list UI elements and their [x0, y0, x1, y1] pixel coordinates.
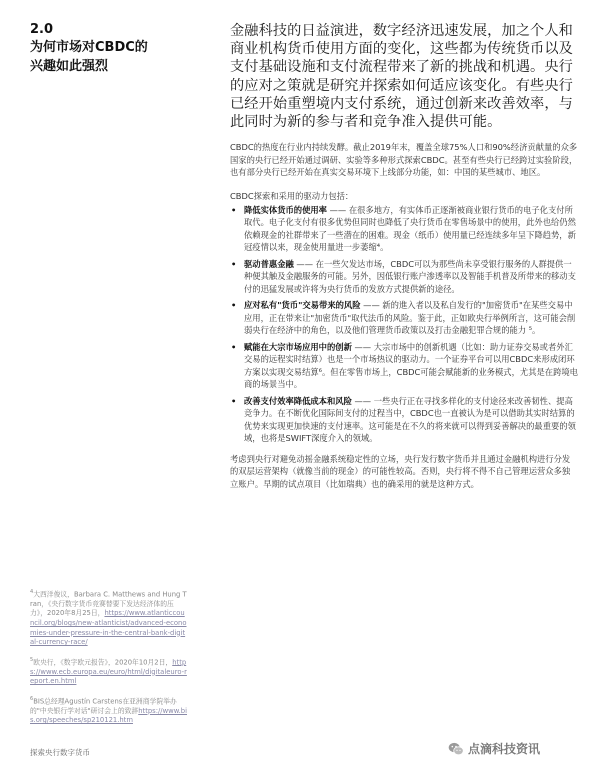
- list-item: [230, 258, 578, 296]
- main-content: [230, 22, 578, 490]
- footnote-text: BIS总经理Agustín Carstens在亚洲商学院举办的"中央银行学对话"研讨会上的致辞: [30, 697, 177, 715]
- page-footer-title: 探索央行数字货币: [30, 748, 90, 757]
- driver-label: 驱动普惠金融: [244, 258, 294, 269]
- footnote-link[interactable]: https://www.ecb.europa.eu/euro/html/digitaleuro-report.en.html: [30, 658, 187, 686]
- watermark: [448, 740, 540, 757]
- list-item: [230, 341, 578, 391]
- footnote: [30, 656, 188, 687]
- footnote-text: 欧央行，《数字欧元报告》，2020年10月2日，: [33, 658, 173, 667]
- footnote-link[interactable]: https://www.bis.org/speeches/sp210121.htm: [30, 706, 187, 725]
- footnote-text: 大西洋俊议，Barbara C. Matthews and Hung Tran，《央行数字货币竞赛替要下发达经济体的压力》，2020年8月25日，: [30, 590, 187, 618]
- driver-label: 应对私有"货币"交易带来的风险: [244, 300, 361, 311]
- watermark-text: 点滴科技资讯: [468, 742, 541, 756]
- footnote: [30, 588, 188, 648]
- driver-text: —— 一些央行正在寻找多样化的支付途径来改善韧性、提高竞争力。在不断优化国际间支付的过程当中，CBDC也一直被认为是可以借助其实时结算的优势来实现更加快速的支付速率。这可能是在不久的将来就可以得到妥善解决的最重要的领域，也将是SWIFT深度介入的领域。: [244, 395, 576, 444]
- bullet-icon: •: [231, 300, 237, 311]
- lead-paragraph: 金融科技的日益演进，数字经济迅速发展，加之个人和商业机构货币使用方面的变化，这些都为传统货币以及支付基础设施和支付流程带来了新的挑战和机遇。央行的应对之策就是研究并探索如何适应该变化。有些央行已经开始重塑境内支付系统，通过创新来改善效率，与此同时为新的参与者和竞争准入提供可能。: [230, 23, 573, 131]
- footnotes: [30, 588, 188, 734]
- driver-text: —— 大宗市场中的创新机遇（比如：助力证券交易或者外汇交易的远程实时结算）也是一个市场热议的驱动力。一个证券平台可以用CBDC来形成闭环方案以实现交易结算⁶。但在零售市场上，CBDC可能会赋能新的业务模式，尤其是在跨境电商的场景当中。: [244, 341, 578, 390]
- driver-text: —— 在很多地方，有实体币正逐渐被商业银行货币的电子化支付所取代。电子化支付有很多优势但同时也降低了央行货币在零售场景中的使用，此外也给仍然依赖现金的社群带来了一些潜在的困难。现金（纸币）使用量已经连续多年呈下降趋势，新冠疫情以来，现金使用量进一步萎缩⁴。: [244, 204, 576, 253]
- section-title-line-1: 为何市场对CBDC的: [30, 40, 148, 55]
- list-item: [230, 204, 578, 254]
- footnote-number: 4: [30, 589, 34, 595]
- list-item: [230, 299, 578, 337]
- footnote-link[interactable]: https://www.atlanticcouncil.org/blogs/new-atlanticist/advanced-economies-under-pressure-in-the-central-bank-digital-currency-race/: [30, 609, 187, 647]
- driver-text: —— 新的進入者以及私自发行的"加密货币"在某些交易中应用，正在带来让"加密货币"取代法币的风险。鉴于此，正如欧央行举例所言，这可能会削弱央行在经济中的角色，以及他们管理货币政策以及打击金融犯罪合规的能力 ⁵。: [244, 300, 576, 336]
- closing-paragraph: 考虑到央行对避免动摇金融系统稳定性的立场，央行发行数字货币并且通过金融机构进行分发的双层运营架构（就像当前的现金）的可能性较高。否则，央行将不得不自己管理运营众多独立账户。早期的试点项目（比如瑞典）也的确采用的就是这种方式。: [230, 453, 571, 489]
- footnote-number: 5: [30, 656, 34, 663]
- bullet-icon: •: [231, 395, 237, 406]
- footnote-number: 6: [30, 695, 34, 702]
- bullet-icon: •: [231, 341, 237, 352]
- list-item: [230, 395, 578, 445]
- drivers-list: [230, 204, 578, 445]
- intro-paragraph: CBDC的热度在行业内持续发酵。截止2019年末，覆盖全球75%人口和90%经济贡献量的众多国家的央行已经开始通过调研、实验等多种形式探索CBDC。甚至有些央行已经跨过实验阶段，也有部分央行已经开始在真实交易环境下上线部分功能，如：中国的某些城市、地区。: [230, 142, 578, 178]
- section-heading: [30, 22, 195, 76]
- driver-label: 赋能在大宗市场应用中的创新: [244, 341, 352, 352]
- footnote: [30, 695, 188, 726]
- driver-label: 改善支付效率降低成本和风险: [244, 395, 352, 406]
- bullet-icon: •: [231, 204, 237, 215]
- driver-label: 降低实体货币的使用率: [244, 204, 327, 215]
- section-title-line-2: 兴趣如此强烈: [30, 59, 109, 74]
- driver-text: —— 在一些欠发达市场，CBDC可以为那些尚未享受银行服务的人群提供一种便其触及金融服务的可能。另外，因低银行账户渗透率以及智能手机普及所带来的移动支付的迅猛发展或许将为央行货币的发放方式提供新的途径。: [244, 258, 576, 294]
- section-number: 2.0: [30, 22, 54, 37]
- bullet-icon: •: [231, 258, 237, 269]
- drivers-title: CBDC探索和采用的驱动力包括：: [230, 190, 354, 201]
- wechat-icon: [448, 741, 464, 757]
